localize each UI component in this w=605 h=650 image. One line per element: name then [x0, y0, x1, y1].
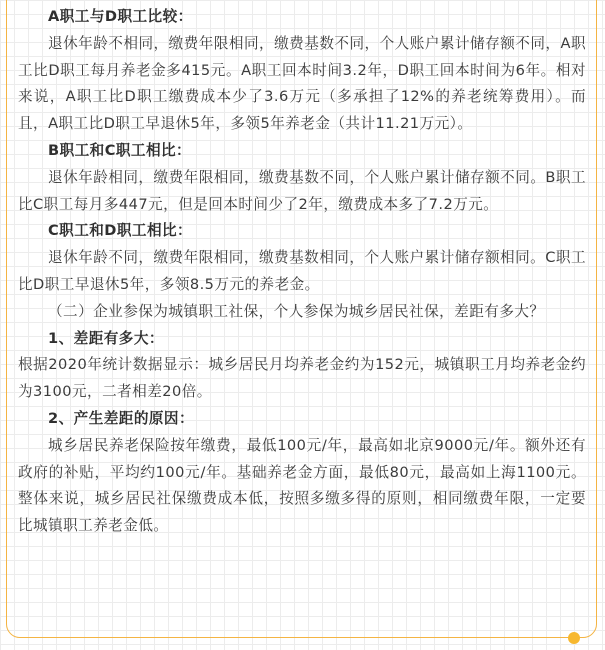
frame-corner-dot [568, 632, 580, 644]
paragraph-c-vs-d: 退休年龄不同，缴费年限相同，缴费基数相同，个人账户累计储存额相同。C职工比D职工早退休5年，多领8.5万元的养老金。 [18, 249, 586, 293]
part-two-intro: （二）企业参保为城镇职工社保，个人参保为城乡居民社保，差距有多大？ [48, 302, 545, 320]
paragraph-b-vs-c: 退休年龄相同，缴费年限相同，缴费基数不同，个人账户累计储存额不同。B职工比C职工每月多447元，但是回本时间少了2年，缴费成本多了7.2万元。 [18, 168, 586, 213]
section-heading-b-vs-c: B职工和C职工相比： [48, 141, 192, 159]
article-content [18, 4, 586, 540]
paragraph-gap-size: 根据2020年统计数据显示：城乡居民月均养老金约为152元，城镇职工月均养老金约为3100元，二者相差20倍。 [18, 356, 586, 401]
paragraph-a-vs-d: 退休年龄不相同，缴费年限相同，缴费基数不同，个人账户累计储存额不同，A职工比D职工每月养老金多415元。A职工回本时间3.2年，D职工回本时间为6年。相对来说，A职工比D职工缴费成本少了3.6万元（多承担了12%的养老统筹费用）。而且，A职工比D职工早退休5年，多领5年养老金（共计11.21万元）。 [18, 34, 586, 133]
paragraph-gap-reason: 城乡居民养老保险按年缴费，最低100元/年，最高如北京9000元/年。额外还有政府的补贴，平均约100元/年。基础养老金方面，最低80元，最高如上海1100元。整体来说，城乡居民社保缴费成本低，按照多缴多得的原则，相同缴费年限，一定要比城镇职工养老金低。 [18, 436, 586, 535]
question-heading-gap-reason: 2、产生差距的原因： [48, 409, 194, 427]
section-heading-a-vs-d: A职工与D职工比较： [48, 8, 193, 25]
question-heading-gap-size: 1、差距有多大： [48, 329, 164, 347]
section-heading-c-vs-d: C职工和D职工相比： [48, 222, 193, 240]
